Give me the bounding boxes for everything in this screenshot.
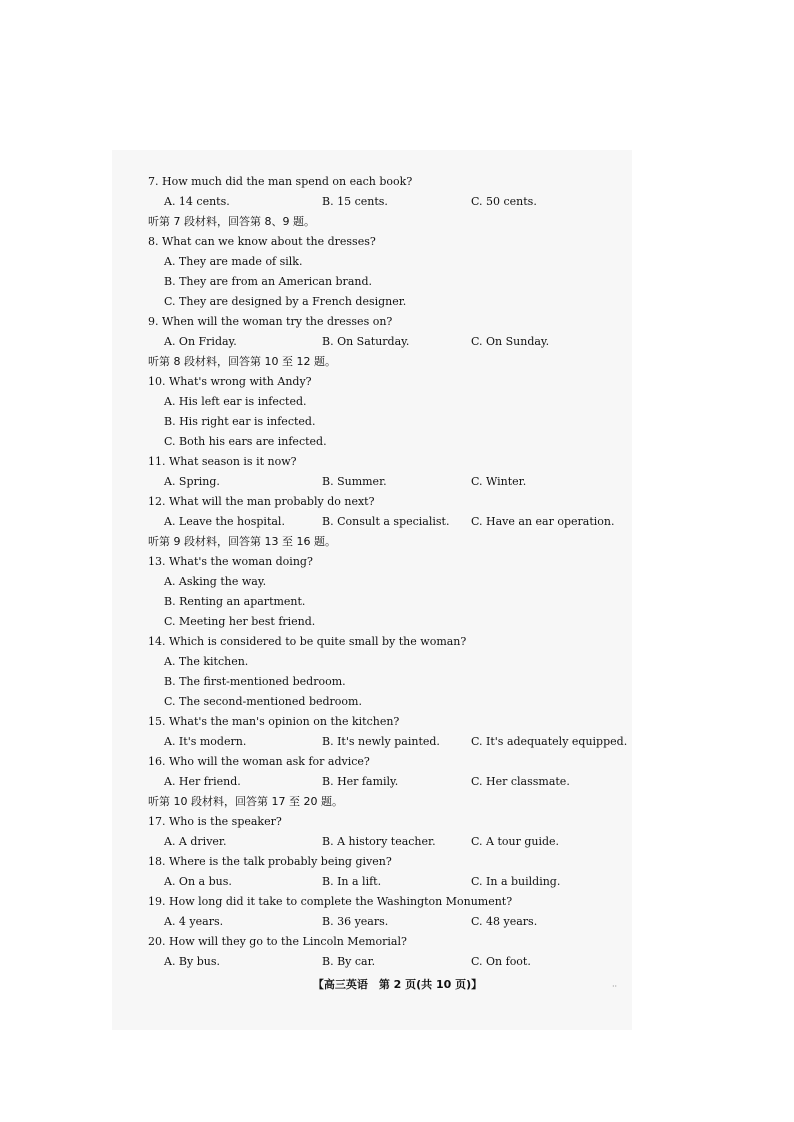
option-c: C. A tour guide. [471,835,560,848]
option-a: A. Leave the hospital. [164,515,285,528]
option-a: A. 4 years. [164,915,224,928]
answer-options-row [148,952,628,972]
question-text: 9. When will the woman try the dresses on? [148,315,393,328]
question-text: 15. What's the man's opinion on the kitchen? [148,715,400,728]
option-a: A. On a bus. [164,875,232,888]
question-list [148,172,628,972]
option-b: B. By car. [322,955,376,968]
question-text: 14. Which is considered to be quite small by the woman? [148,635,467,648]
option-a: A. Her friend. [164,775,241,788]
option-c: C. 48 years. [471,915,538,928]
question-text: 10. What's wrong with Andy? [148,375,312,388]
option-b: B. A history teacher. [322,835,436,848]
section-instruction: 听第 9 段材料，回答第 13 至 16 题。 [148,535,336,548]
answer-option: B. They are from an American brand. [164,275,373,288]
option-c: C. Her classmate. [471,775,570,788]
question-text: 12. What will the man probably do next? [148,495,375,508]
option-a: A. A driver. [164,835,227,848]
corner-mark: ·· [612,982,618,991]
answer-option: B. His right ear is infected. [164,415,316,428]
option-a: A. 14 cents. [164,195,230,208]
option-a: A. By bus. [164,955,220,968]
answer-options-row [148,772,628,792]
section-instruction: 听第 7 段材料，回答第 8、9 题。 [148,215,315,228]
question-text: 8. What can we know about the dresses? [148,235,376,248]
question-text: 16. Who will the woman ask for advice? [148,755,370,768]
option-b: B. Her family. [322,775,399,788]
option-b: B. 15 cents. [322,195,388,208]
option-c: C. It's adequately equipped. [471,735,628,748]
option-b: B. 36 years. [322,915,389,928]
answer-option: A. Asking the way. [164,575,267,588]
answer-options-row [148,512,628,532]
answer-option: A. His left ear is infected. [164,395,307,408]
question-text: 20. How will they go to the Lincoln Memorial? [148,935,407,948]
option-a: A. It's modern. [164,735,247,748]
answer-options-row [148,912,628,932]
page-footer: 【高三英语 第 2 页(共 10 页)】 [312,978,483,991]
option-a: A. On Friday. [164,335,237,348]
option-c: C. On Sunday. [471,335,550,348]
answer-option: C. They are designed by a French designer. [164,295,407,308]
question-text: 17. Who is the speaker? [148,815,282,828]
answer-options-row [148,872,628,892]
section-instruction: 听第 10 段材料，回答第 17 至 20 题。 [148,795,343,808]
question-text: 7. How much did the man spend on each book? [148,175,413,188]
answer-option: C. Both his ears are infected. [164,435,327,448]
option-b: B. It's newly painted. [322,735,440,748]
answer-option: C. The second-mentioned bedroom. [164,695,362,708]
option-c: C. Winter. [471,475,527,488]
section-instruction: 听第 8 段材料，回答第 10 至 12 题。 [148,355,336,368]
answer-option: A. They are made of silk. [164,255,303,268]
option-b: B. Consult a specialist. [322,515,450,528]
option-a: A. Spring. [164,475,220,488]
option-c: C. 50 cents. [471,195,537,208]
answer-option: B. Renting an apartment. [164,595,306,608]
answer-options-row [148,332,628,352]
question-text: 19. How long did it take to complete the Washington Monument? [148,895,513,908]
answer-options-row [148,832,628,852]
question-text: 11. What season is it now? [148,455,297,468]
option-c: C. On foot. [471,955,531,968]
option-b: B. On Saturday. [322,335,410,348]
answer-options-row [148,192,628,212]
answer-options-row [148,732,628,752]
option-b: B. Summer. [322,475,387,488]
answer-option: B. The first-mentioned bedroom. [164,675,346,688]
answer-options-row [148,472,628,492]
question-text: 13. What's the woman doing? [148,555,313,568]
option-c: C. Have an ear operation. [471,515,615,528]
option-c: C. In a building. [471,875,561,888]
answer-option: A. The kitchen. [164,655,249,668]
answer-option: C. Meeting her best friend. [164,615,316,628]
option-b: B. In a lift. [322,875,382,888]
question-text: 18. Where is the talk probably being given? [148,855,392,868]
